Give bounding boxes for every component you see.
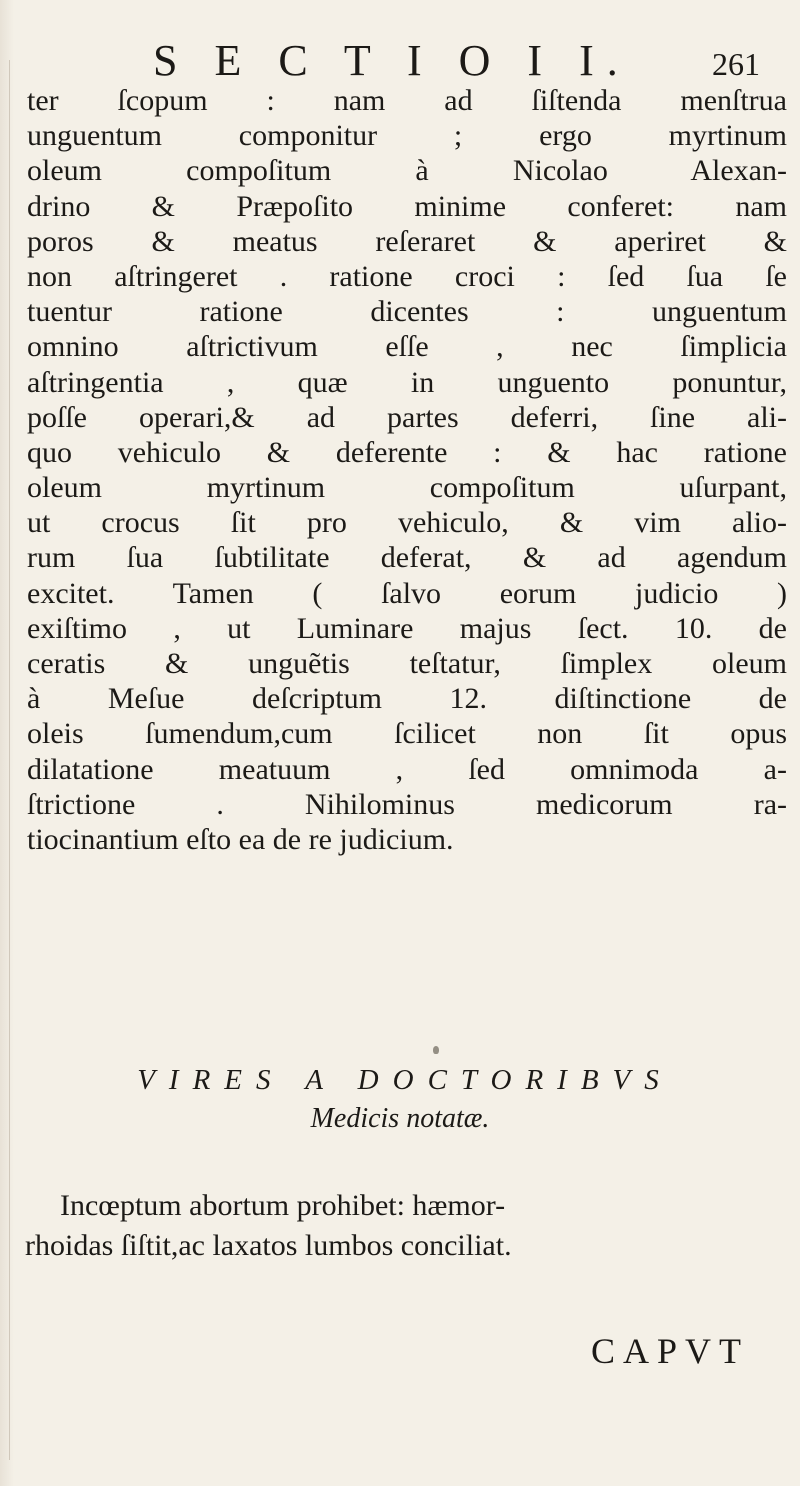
text-line: à Meſue deſcriptum 12. diſtinctione de	[27, 682, 787, 716]
text-line: quo vehiculo & deferente : & hac ratione	[27, 435, 787, 469]
main-paragraph	[27, 83, 797, 857]
text-line: tuentur ratione dicentes : unguentum	[27, 295, 787, 329]
text-line: ſtrictione . Nihilominus medicorum ra-	[27, 787, 787, 821]
text-line: non aſtringeret . ratione croci : ſed ſua ſe	[27, 259, 787, 293]
text-line: omnino aſtrictivum eſſe , nec ſimplicia	[27, 330, 787, 364]
text-line: exiſtimo , ut Luminare majus ſect. 10. de	[27, 611, 787, 645]
text-line: dilatatione meatuum , ſed omnimoda a-	[27, 752, 787, 786]
section-heading: VIRES A DOCTORIBVS	[137, 1064, 673, 1096]
text-line: oleis ſumendum,cum ſcilicet non ſit opus	[27, 717, 787, 751]
text-line: excitet. Tamen ( ſalvo eorum judicio )	[27, 576, 787, 610]
running-head-title: S E C T I O I I.	[153, 36, 631, 85]
text-line: Incœptum abortum prohibet: hæmor-	[60, 1189, 506, 1222]
page-number: 261	[712, 46, 760, 82]
text-line: ceratis & unguẽtis teſtatur, ſimplex oleum	[27, 647, 787, 680]
text-line: poros & meatus reſeraret & aperiret &	[27, 224, 787, 258]
text-line: drino & Præpoſito minime conferet: nam	[27, 189, 787, 223]
text-line: ter ſcopum : nam ad ſiſtenda menſtrua	[27, 84, 787, 117]
ornament-dot	[433, 1046, 439, 1054]
text-line: unguentum componitur ; ergo myrtinum	[27, 119, 787, 153]
running-head	[0, 36, 800, 86]
text-line: poſſe operari,& ad partes deferri, ſine ali-	[27, 400, 787, 434]
text-line: oleum compoſitum à Nicolao Alexan-	[27, 154, 787, 188]
closing-paragraph	[25, 1186, 795, 1266]
text-line: rhoidas ſiſtit,ac laxatos lumbos conciliat.	[25, 1229, 512, 1262]
text-line: oleum myrtinum compoſitum uſurpant,	[27, 471, 787, 505]
text-line-last: tiocinantium eſto ea de re judicium.	[27, 822, 454, 856]
text-line: rum ſua ſubtilitate deferat, & ad agendum	[27, 541, 787, 575]
text-line: ut crocus ſit pro vehiculo, & vim alio-	[27, 506, 787, 540]
section-subheading: Medicis notatæ.	[310, 1103, 490, 1134]
catchword: CAPVT	[591, 1331, 750, 1371]
page-gutter-shadow	[9, 60, 10, 1460]
text-line: aſtringentia , quæ in unguento ponuntur,	[27, 365, 787, 399]
